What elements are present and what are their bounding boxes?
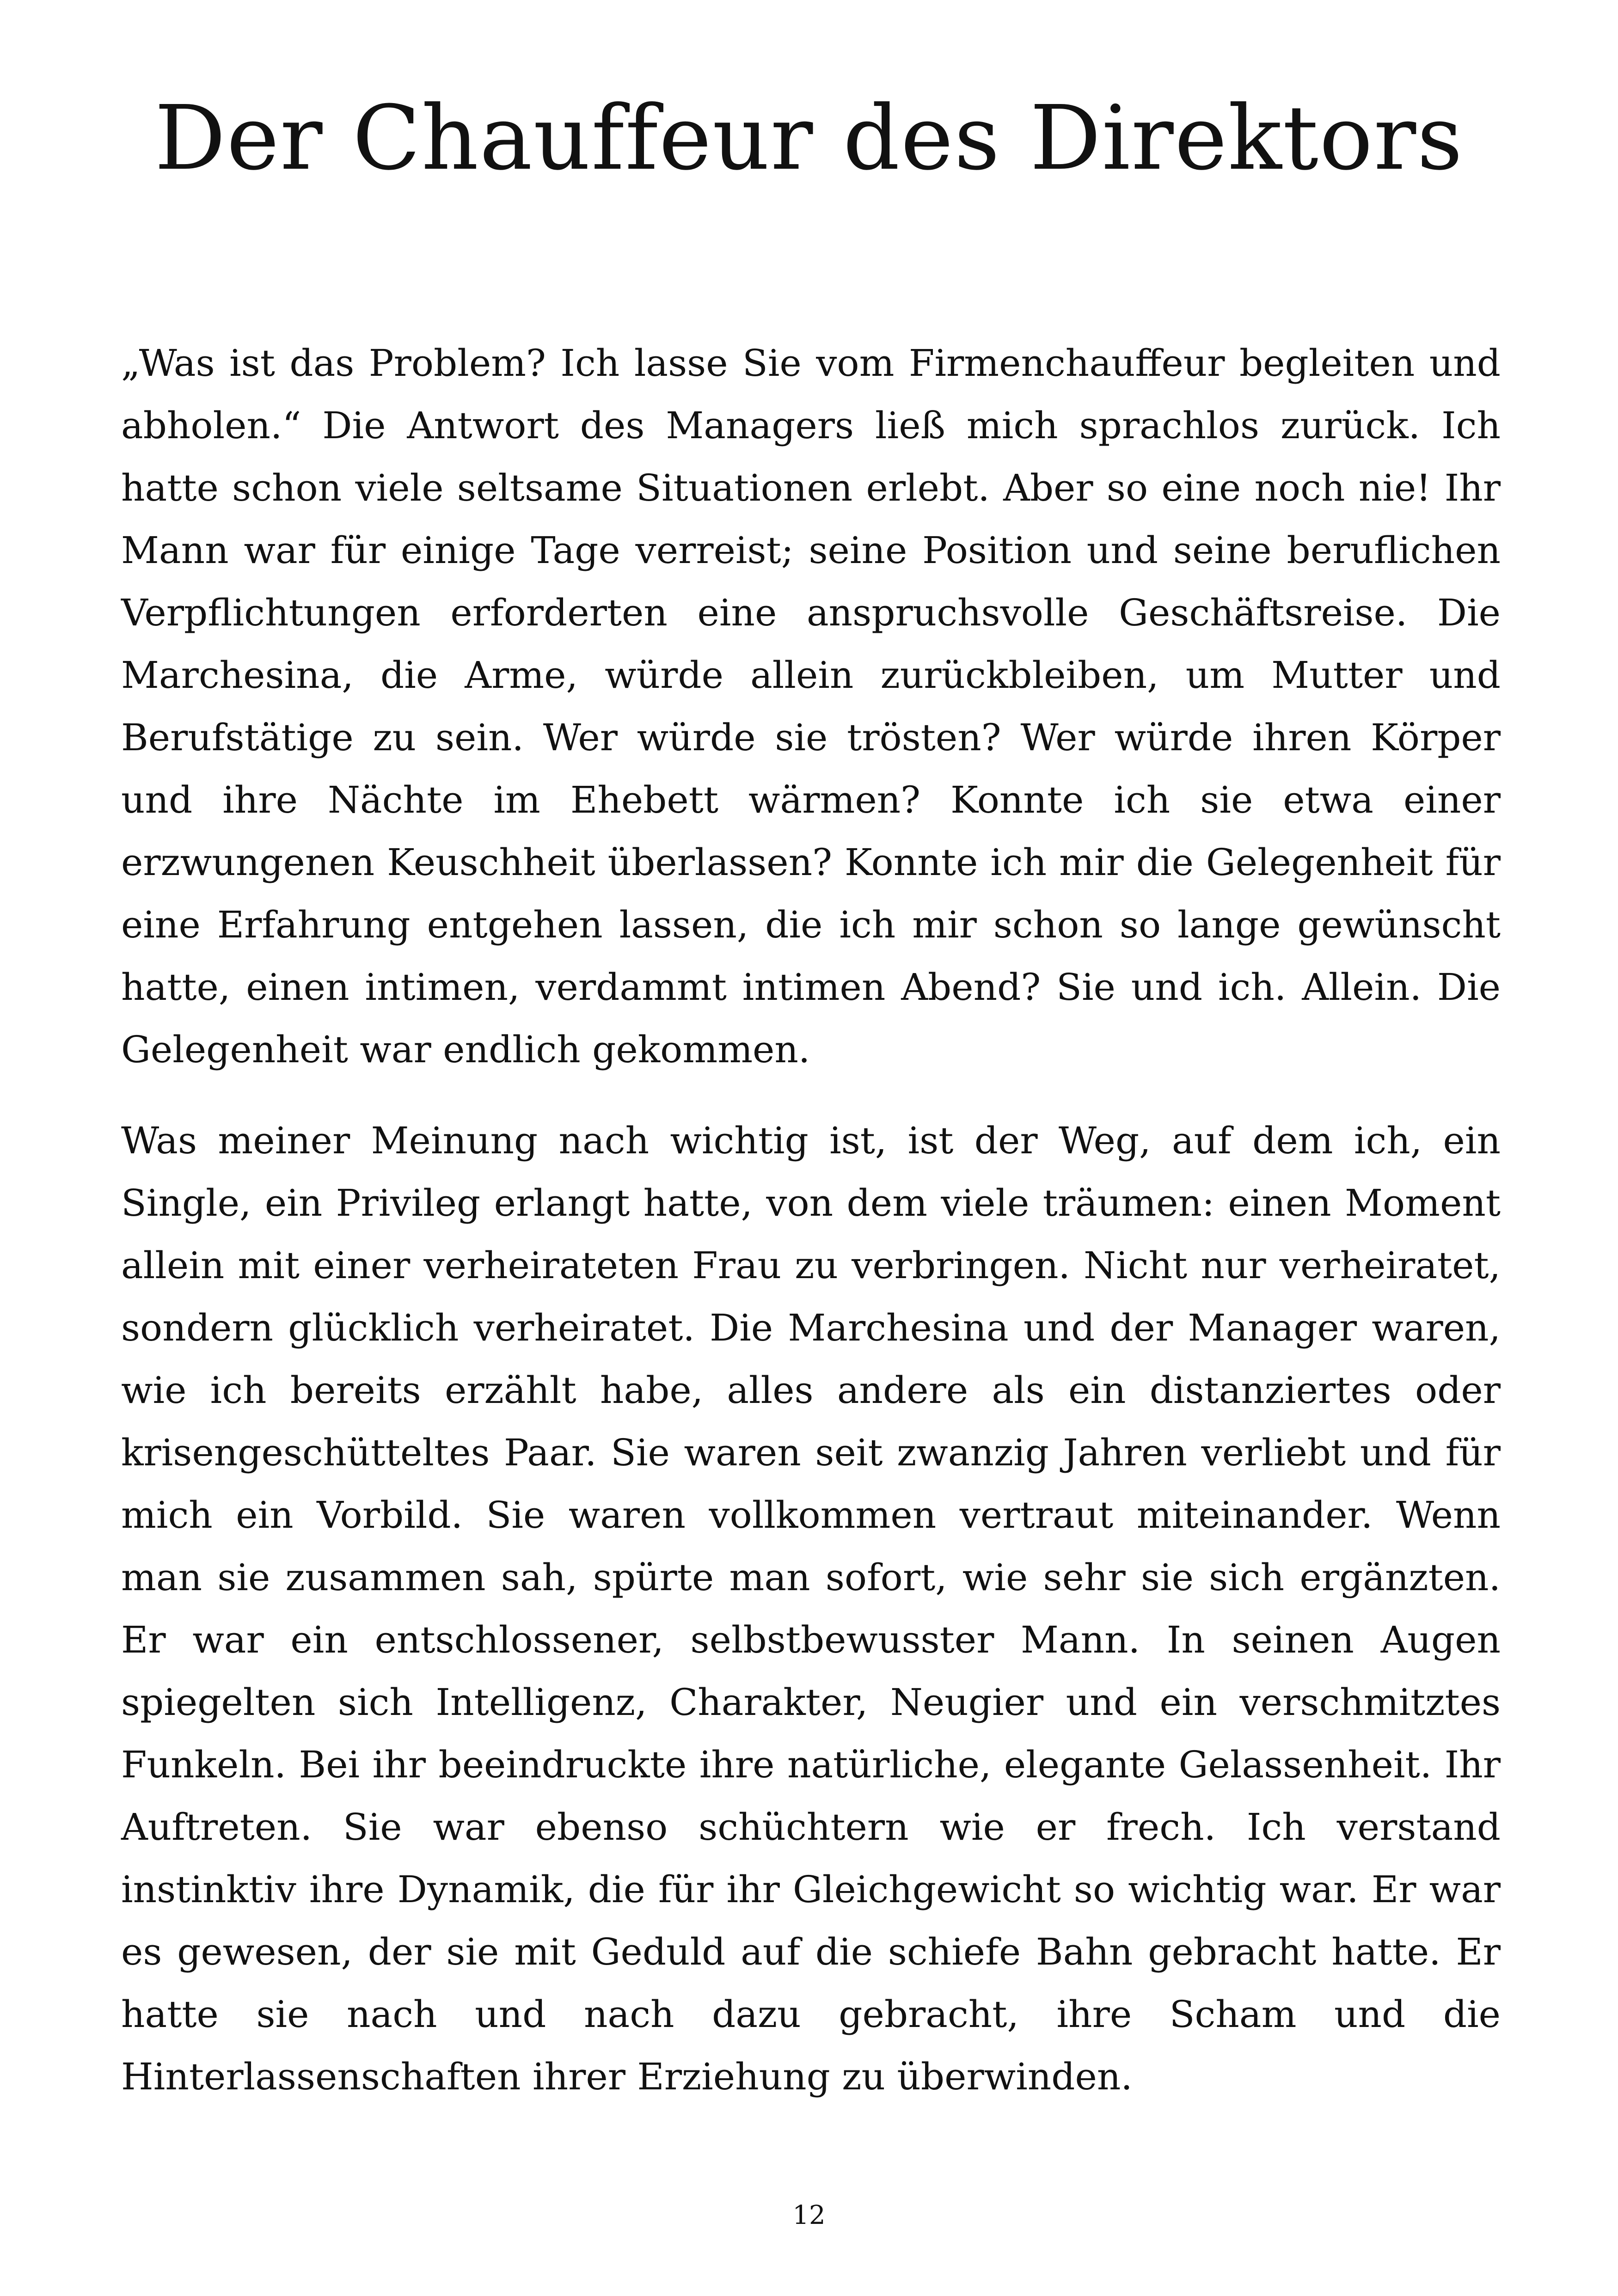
chapter-body (121, 332, 1501, 2137)
paragraph-2: Was meiner Meinung nach wichtig ist, ist der Weg, auf dem ich, ein Single, ein Privileg erlangt hatte, von dem viele träumen: einen Moment allein mit einer verheirateten Frau zu verbringen. Nicht nur verheiratet, sondern glücklich verheiratet. Die Marchesina und der Manager waren, wie ich bereits erzählt habe, alles andere als ein distanziertes oder krisengeschütteltes Paar. Sie waren seit zwanzig Jahren verliebt und für mich ein Vorbild. Sie waren vollkommen vertraut miteinander. Wenn man sie zusammen sah, spürte man sofort, wie sehr sie sich ergänzten. Er war ein entschlossener, selbstbewusster Mann. In seinen Augen spiegelten sich Intelligenz, Charakter, Neugier und ein verschmitztes Funkeln. Bei ihr beeindruckte ihre natürliche, elegante Gelassenheit. Ihr Auftreten. Sie war ebenso schüchtern wie er frech. Ich verstand instinktiv ihre Dynamik, die für ihr Gleichgewicht so wichtig war. Er war es gewesen, der sie mit Geduld auf die schiefe Bahn gebracht hatte. Er hatte sie nach und nach dazu gebracht, ihre Scham und die Hinterlassenschaften ihrer Erziehung zu überwinden. (121, 1119, 1501, 2098)
paragraph-1: „Was ist das Problem? Ich lasse Sie vom Firmenchauffeur begleiten und abholen.“ Die Antwort des Managers ließ mich sprachlos zurück. Ich hatte schon viele seltsame Situationen erlebt. Aber so eine noch nie! Ihr Mann war für einige Tage verreist; seine Position und seine beruflichen Verpflichtungen erforderten eine anspruchsvolle Geschäftsreise. Die Marchesina, die Arme, würde allein zurückbleiben, um Mutter und Berufstätige zu sein. Wer würde sie trösten? Wer würde ihren Körper und ihre Nächte im Ehebett wärmen? Konnte ich sie etwa einer erzwungenen Keuschheit überlassen? Konnte ich mir die Gelegenheit für eine Erfahrung entgehen lassen, die ich mir schon so lange gewünscht hatte, einen intimen, verdammt intimen Abend? Sie und ich. Allein. Die Gelegenheit war endlich gekommen. (121, 342, 1501, 1071)
chapter-title: Der Chauffeur des Direktors (154, 87, 1464, 190)
page-number: 12 (792, 2200, 826, 2230)
